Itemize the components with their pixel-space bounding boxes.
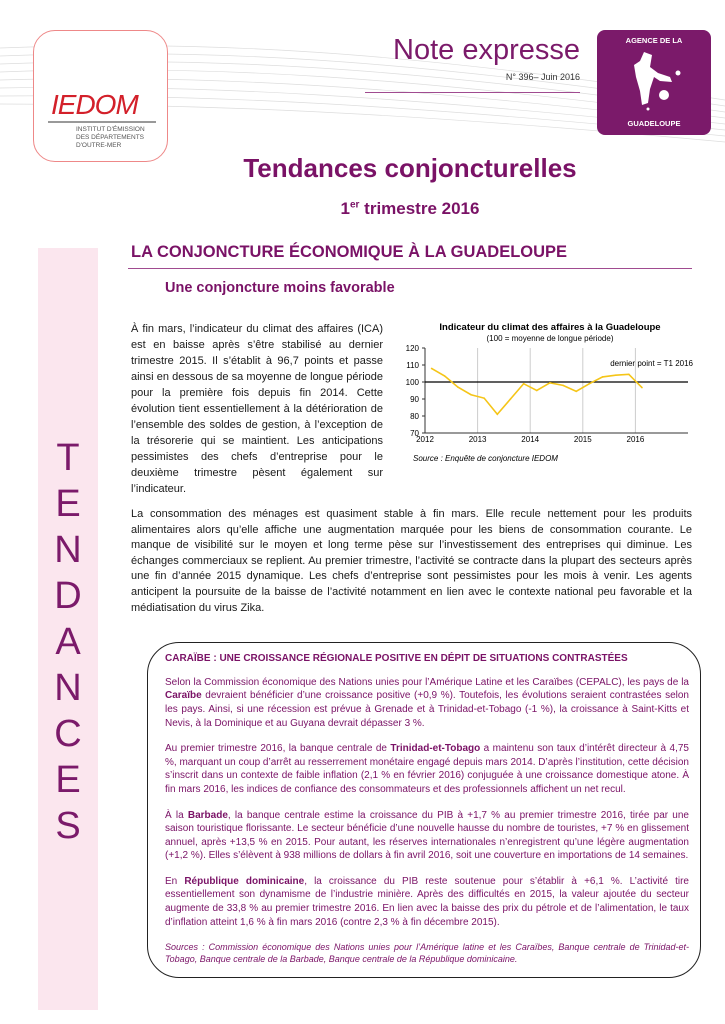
box-sources: Sources : Commission économique des Nations unies pour l’Amérique latine et les Caraïbes, Banque centrale de Trinidad-et-Tobago, Banque centrale de la Barbade, Banque centrale de la République dominicaine. xyxy=(165,942,689,965)
issue-number: N° 396– Juin 2016 xyxy=(505,72,580,82)
subtitle-superscript: er xyxy=(349,199,360,211)
iedom-logo xyxy=(33,30,168,162)
logo-rule xyxy=(48,121,156,123)
data-point xyxy=(510,398,512,400)
vertical-letter: N xyxy=(54,667,82,709)
data-point xyxy=(497,414,499,416)
data-point xyxy=(562,385,564,387)
text: En xyxy=(165,875,185,887)
vertical-tendances xyxy=(38,435,98,849)
bold-text: République dominicaine xyxy=(184,875,305,887)
subtitle-text: trimestre 2016 xyxy=(359,199,480,218)
box-paragraph xyxy=(165,676,689,730)
data-point xyxy=(575,391,577,393)
y-tick-label: 80 xyxy=(410,412,419,421)
data-point xyxy=(628,374,630,376)
business-climate-chart xyxy=(393,318,698,468)
box-paragraph xyxy=(165,809,689,863)
logo-subtitle-line: INSTITUT D'ÉMISSION xyxy=(76,126,145,133)
agency-bottom-label: GUADELOUPE xyxy=(627,119,681,128)
vertical-letter: S xyxy=(55,805,81,847)
box-paragraph xyxy=(165,875,689,929)
text: devraient bénéficier d’une croissance positive (+0,9 %). Toutefois, les évolutions seraient contrastées selon les pays. Ainsi, si une récession est prévue à Grenade et à Trinidad-et-Tobago (-1 %), la croissance à Saint-Kitts et Nevis, à la Dominique et au Guyana devrait dépasser 3 %. xyxy=(165,690,689,729)
vertical-letter: E xyxy=(55,759,81,801)
main-content xyxy=(131,321,701,978)
intro-row xyxy=(131,321,701,497)
data-point xyxy=(602,376,604,378)
bold-text: Trinidad-et-Tobago xyxy=(390,743,481,755)
x-tick-label: 2012 xyxy=(416,435,434,444)
text: À la xyxy=(165,809,188,821)
vertical-letter: E xyxy=(55,483,81,525)
logo-subtitle xyxy=(76,126,145,150)
data-point xyxy=(457,386,459,388)
vertical-letter: D xyxy=(54,575,82,617)
caribbean-box xyxy=(147,642,701,978)
y-tick-label: 120 xyxy=(405,344,419,353)
chart-source: Source : Enquête de conjoncture IEDOM xyxy=(413,454,558,463)
x-tick-label: 2013 xyxy=(468,435,487,444)
data-point xyxy=(483,397,485,399)
section-title: LA CONJONCTURE ÉCONOMIQUE À LA GUADELOUPE xyxy=(131,243,568,261)
vertical-letter: T xyxy=(56,437,80,479)
chart-subtitle: (100 = moyenne de longue période) xyxy=(486,334,614,343)
y-tick-label: 100 xyxy=(405,378,419,387)
y-tick-label: 90 xyxy=(410,395,419,404)
chart-annotation: dernier point = T1 2016 xyxy=(610,359,693,368)
text: , la banque centrale estime la croissance du PIB à +1,7 % au premier trimestre 2016, tirée par une saison touristique florissante. Le secteur bénéficie d’une nouvelle hausse du nombre de touristes, +7 % en glissement annuel, après +13,5 % en 2015. Pour autant, les réserves internationales n’enregistrent qu’une légère augmentation (+1,2 %). Elles s’élèvent à 938 millions de dollars à fin avril 2016, soit une couverture en importations de 14 semaines. xyxy=(165,809,689,862)
data-point xyxy=(549,382,551,384)
document-title: Tendances conjoncturelles xyxy=(243,153,577,183)
vertical-letter: N xyxy=(54,529,82,571)
subtitle-number: 1 xyxy=(340,199,350,218)
ica-series-line xyxy=(432,368,642,414)
box-paragraph xyxy=(165,742,689,796)
document-subtitle xyxy=(0,199,725,219)
data-point xyxy=(615,374,617,376)
logo-subtitle-line: DES DÉPARTEMENTS xyxy=(76,134,145,141)
chart-title: Indicateur du climat des affaires à la Guadeloupe xyxy=(439,322,661,333)
logo-mark: IEDOM xyxy=(51,89,138,120)
data-point xyxy=(536,390,538,392)
header-divider xyxy=(365,92,580,93)
text: a maintenu son taux d’intérêt directeur à 4,75 %, marquant un coup d’arrêt au resserrement monétaire engagé depuis mars 2014. D’après l’institution, cette décision s’inscrit dans un contexte de faible inflation (2,1 % en février 2016) conjuguée à une croissance domestique atone. À fin mars 2016, les indices de confiance des consommateurs et des professionnels affichent un net recul. xyxy=(165,743,689,795)
guadeloupe-map-icon xyxy=(614,47,694,112)
publication-title: Note expresse xyxy=(393,34,580,66)
data-point xyxy=(641,387,643,389)
logo-subtitle-line: D'OUTRE-MER xyxy=(76,142,122,149)
data-point xyxy=(444,375,446,377)
bold-text: Barbade xyxy=(187,809,228,821)
bold-text: Caraïbe xyxy=(165,690,202,702)
agency-badge xyxy=(597,30,711,135)
data-point xyxy=(431,368,433,370)
agency-top-label: AGENCE DE LA xyxy=(625,36,683,45)
data-point xyxy=(523,383,525,385)
subsection-title: Une conjoncture moins favorable xyxy=(165,280,395,296)
y-tick-label: 70 xyxy=(410,429,419,438)
text: Selon la Commission économique des Nations unies pour l’Amérique Latine et les Caraïbes (CEPALC), les pays de la xyxy=(165,676,689,688)
consumption-paragraph: La consommation des ménages est quasiment stable à fin mars. Elle recule nettement pour les produits alimentaires alors qu’elle affiche une augmentation marquée pour les biens de consommation courante. Le manque de visibilité sur le moyen et long terme pèse sur l’investissement des entreprises qui diminue. Les échanges commerciaux se replient. Au premier trimestre, l’activité se contracte dans la plupart des secteurs après une fin d’année 2015 dynamique. Les chefs d’entreprise sont pessimistes pour les mois à venir. Les agents anticipent la poursuite de la baisse de l’activité notamment en lien avec le contexte national peu favorable et la médiatisation du virus Zika. xyxy=(131,508,692,614)
y-tick-label: 110 xyxy=(406,361,419,370)
text: , la croissance du PIB reste soutenue pour s’établir à +6,1 %. L’activité tire essentiellement son dynamisme de l’industrie minière. Après des difficultés en 2015, la valeur ajoutée du secteur augmente de 33,8 % au premier trimestre 2016. En lien avec la baisse des prix du pétrole et de l’alimentation, le taux d’inflation atteint 1,6 % à fin mars 2016 (contre 2,3 % à fin décembre 2015). xyxy=(165,875,689,928)
vertical-letter: A xyxy=(55,621,81,663)
box-title: CARAÏBE : UNE CROISSANCE RÉGIONALE POSITIVE EN DÉPIT DE SITUATIONS CONTRASTÉES xyxy=(165,653,628,665)
x-tick-label: 2014 xyxy=(521,435,540,444)
data-point xyxy=(589,383,591,385)
x-tick-label: 2016 xyxy=(626,435,645,444)
section-divider xyxy=(128,268,692,269)
intro-paragraph: À fin mars, l’indicateur du climat des affaires (ICA) est en baisse après s’être stabilisé au dernier trimestre 2015. Il s’établit à 96,7 points et passe ainsi en dessous de sa moyenne de longue période pour la première fois depuis fin 2014. Cette évolution tient essentiellement à la détérioration de l’ensemble des soldes de gestion, à l’exception de la trésorerie qui se maintient. Les anticipations pessimistes des chefs d’entreprise pour le deuxième trimestre pèsent également sur l’indicateur. xyxy=(131,323,383,495)
data-point xyxy=(470,394,472,396)
text: Au premier trimestre 2016, la banque centrale de xyxy=(165,743,391,755)
vertical-letter: C xyxy=(54,713,82,755)
x-tick-label: 2015 xyxy=(573,435,592,444)
